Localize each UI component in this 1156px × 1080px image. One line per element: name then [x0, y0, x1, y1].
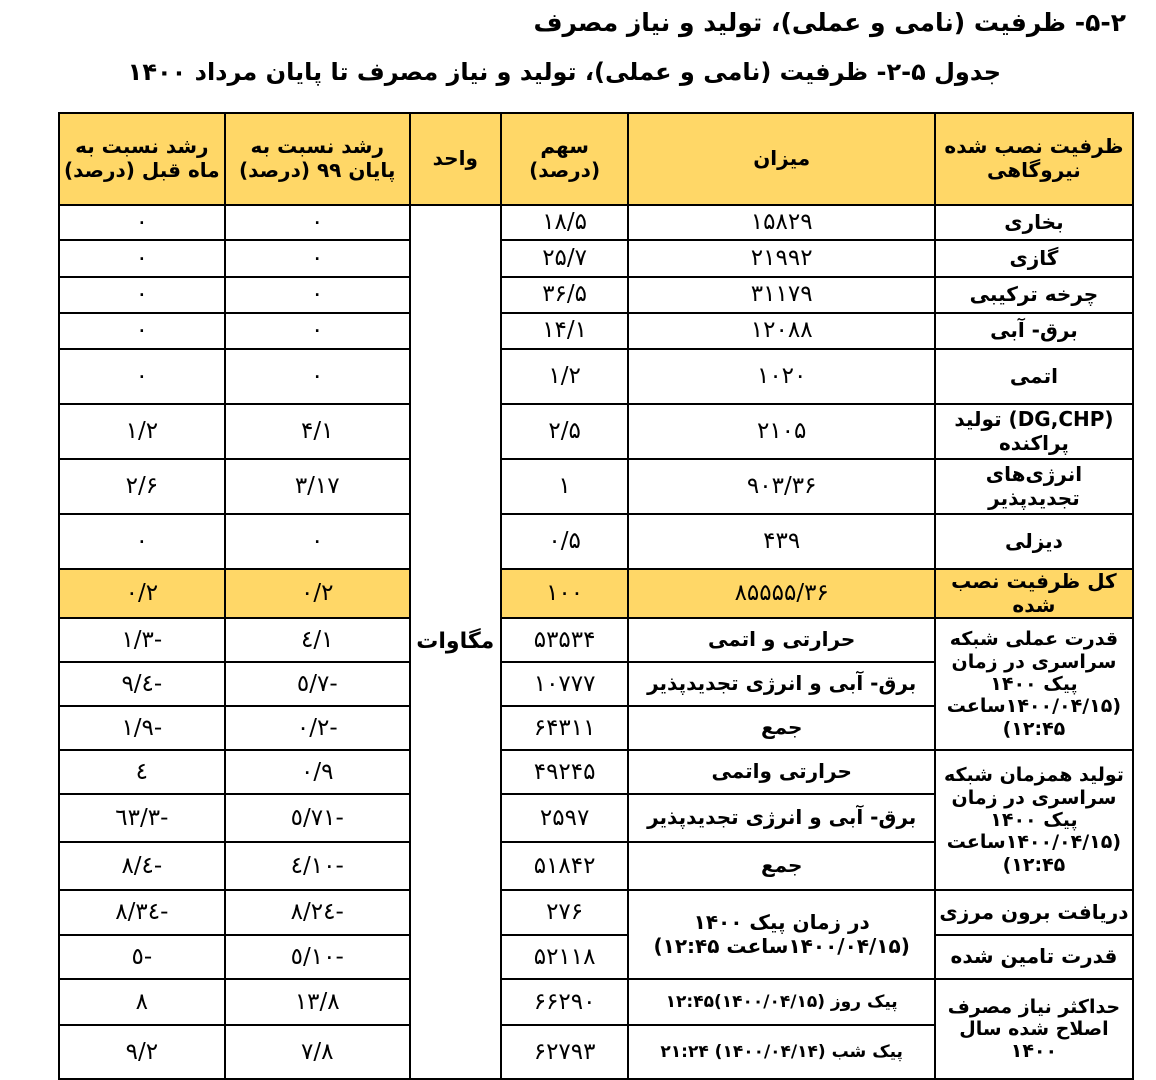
row-share: ۶۶۲۹۰	[501, 979, 629, 1025]
row-share: ۲/۵	[501, 404, 629, 459]
row-growth-end99: ۳/۱۷	[225, 459, 410, 514]
capacity-table	[58, 112, 1134, 1080]
total-growth-end99: ۰/۲	[225, 569, 410, 618]
row-label: برق- آبی و انرژی تجدیدپذیر	[628, 662, 934, 706]
row-share: ۶۴۳۱۱	[501, 706, 629, 750]
group-label-simultaneous-generation: تولید همزمان شبکه سراسری در زمان پیک ۱۴۰۰ (۱۴۰۰/۰۴/۱۵ساعت ۱۲:۴۵)	[935, 750, 1133, 890]
row-growth-prev-month: -٤/۹	[59, 662, 225, 706]
row-share: ۶۲۷۹۳	[501, 1025, 629, 1079]
table-row	[59, 459, 1133, 514]
border-import-label: دریافت برون مرزی	[935, 890, 1133, 935]
header-amount: میزان	[628, 113, 934, 205]
table-row	[59, 514, 1133, 569]
row-growth-prev-month: -٦۳/۳	[59, 794, 225, 842]
table-row	[59, 277, 1133, 313]
header-share: سهم (درصد)	[501, 113, 629, 205]
row-growth-prev-month: ۱/۲	[59, 404, 225, 459]
table-row	[59, 240, 1133, 277]
row-label: حرارتی واتمی	[628, 750, 934, 794]
row-label: پیک روز (۱۴۰۰/۰۴/۱۵)۱۲:۴۵	[628, 979, 934, 1025]
table-row	[59, 313, 1133, 349]
row-share: ۵۳۵۳۴	[501, 618, 629, 662]
table-row	[59, 404, 1133, 459]
row-growth-prev-month: ۰	[59, 240, 225, 277]
row-amount: ۱۲۰۸۸	[628, 313, 934, 349]
unit-cell: مگاوات	[410, 205, 501, 1079]
table-row	[59, 618, 1133, 662]
row-share: ۱	[501, 459, 629, 514]
row-amount: ۲۱۰۵	[628, 404, 934, 459]
row-amount: ۲۱۹۹۲	[628, 240, 934, 277]
row-growth-end99: ۰	[225, 349, 410, 404]
row-growth-end99: -۱۰/٥	[225, 935, 410, 979]
table-row	[59, 205, 1133, 240]
row-share: ۰/۵	[501, 514, 629, 569]
row-growth-end99: ۴/۱	[225, 404, 410, 459]
row-share: ۱۸/۵	[501, 205, 629, 240]
table-row	[59, 349, 1133, 404]
row-growth-prev-month: ٤	[59, 750, 225, 794]
header-unit: واحد	[410, 113, 501, 205]
table-title: جدول ۵-۲- ظرفیت (نامی و عملی)، تولید و نیاز مصرف تا پایان مرداد ۱۴۰۰	[127, 58, 1001, 86]
total-growth-prev-month: ۰/۲	[59, 569, 225, 618]
row-label: جمع	[628, 842, 934, 890]
table-row	[59, 750, 1133, 794]
row-amount: ۱۵۸۲۹	[628, 205, 934, 240]
row-growth-end99: ۰	[225, 277, 410, 313]
row-growth-end99: -۰/۲	[225, 706, 410, 750]
section-title: ۵-۲- ظرفیت (نامی و عملی)، تولید و نیاز مصرف	[533, 8, 1126, 37]
row-growth-end99: ۷/۸	[225, 1025, 410, 1079]
row-growth-prev-month: ۲/۶	[59, 459, 225, 514]
row-label: حرارتی و اتمی	[628, 618, 934, 662]
row-growth-end99: ۰/۹	[225, 750, 410, 794]
header-row	[59, 113, 1133, 205]
row-growth-prev-month: ۰	[59, 313, 225, 349]
row-growth-end99: -۱۰/٤	[225, 842, 410, 890]
header-growth-end99: رشد نسبت به پایان ۹۹ (درصد)	[225, 113, 410, 205]
row-growth-end99: -۷۱/٥	[225, 794, 410, 842]
header-growth-prev-month: رشد نسبت به ماه قبل (درصد)	[59, 113, 225, 205]
total-row	[59, 569, 1133, 618]
row-growth-end99: ۰	[225, 240, 410, 277]
row-growth-end99: ۱/٤	[225, 618, 410, 662]
row-share: ۴۹۲۴۵	[501, 750, 629, 794]
row-growth-prev-month: -٥	[59, 935, 225, 979]
row-label: (DG,CHP) تولید پراکنده	[935, 404, 1133, 459]
row-label: گازی	[935, 240, 1133, 277]
row-share: ۱/۲	[501, 349, 629, 404]
row-label: برق- آبی	[935, 313, 1133, 349]
row-share: ۲۵/۷	[501, 240, 629, 277]
row-amount: ۳۱۱۷۹	[628, 277, 934, 313]
row-amount: ۱۰۲۰	[628, 349, 934, 404]
group-label-operational-capacity: قدرت عملی شبکه سراسری در زمان پیک ۱۴۰۰ (۱۴۰۰/۰۴/۱۵ساعت ۱۲:۴۵)	[935, 618, 1133, 750]
row-growth-end99: ۱۳/۸	[225, 979, 410, 1025]
row-share: ۲۵۹۷	[501, 794, 629, 842]
row-growth-end99: -۷/٥	[225, 662, 410, 706]
row-growth-prev-month: ۰	[59, 514, 225, 569]
row-growth-prev-month: -۱/۹	[59, 706, 225, 750]
row-label: پیک شب (۱۴۰۰/۰۴/۱۴) ۲۱:۲۴	[628, 1025, 934, 1079]
total-label: کل ظرفیت نصب شده	[935, 569, 1133, 618]
row-label: بخاری	[935, 205, 1133, 240]
row-growth-end99: ۰	[225, 313, 410, 349]
total-share: ۱۰۰	[501, 569, 629, 618]
row-growth-prev-month: -۳٤/۸	[59, 890, 225, 935]
row-growth-prev-month: ۸	[59, 979, 225, 1025]
row-label: چرخه ترکیبی	[935, 277, 1133, 313]
max-demand-label: حداکثر نیاز مصرف اصلاح شده سال ۱۴۰۰	[935, 979, 1133, 1079]
row-label: انرژی‌های تجدیدپذیر	[935, 459, 1133, 514]
row-growth-prev-month: ۰	[59, 277, 225, 313]
row-growth-prev-month: -۱/۳	[59, 618, 225, 662]
row-label: اتمی	[935, 349, 1133, 404]
row-growth-end99: -۲٤/۸	[225, 890, 410, 935]
row-share: ۲۷۶	[501, 890, 629, 935]
row-growth-prev-month: ۹/۲	[59, 1025, 225, 1079]
table-row	[59, 890, 1133, 935]
row-growth-prev-month: ۰	[59, 349, 225, 404]
row-growth-end99: ۰	[225, 205, 410, 240]
row-share: ۵۱۸۴۲	[501, 842, 629, 890]
row-amount: ۴۳۹	[628, 514, 934, 569]
row-share: ۵۲۱۱۸	[501, 935, 629, 979]
total-amount: ۸۵۵۵۵/۳۶	[628, 569, 934, 618]
row-share: ۱۰۷۷۷	[501, 662, 629, 706]
header-capacity: ظرفیت نصب شده نیروگاهی	[935, 113, 1133, 205]
row-amount: ۹۰۳/۳۶	[628, 459, 934, 514]
table-row	[59, 979, 1133, 1025]
row-label: دیزلی	[935, 514, 1133, 569]
row-share: ۱۴/۱	[501, 313, 629, 349]
row-growth-prev-month: ۰	[59, 205, 225, 240]
peak-time-note: در زمان پیک ۱۴۰۰ (۱۴۰۰/۰۴/۱۵ساعت ۱۲:۴۵)	[628, 890, 934, 979]
row-label: برق- آبی و انرژی تجدیدپذیر	[628, 794, 934, 842]
row-label: جمع	[628, 706, 934, 750]
supplied-capacity-label: قدرت تامین شده	[935, 935, 1133, 979]
row-growth-prev-month: -٤/۸	[59, 842, 225, 890]
row-growth-end99: ۰	[225, 514, 410, 569]
row-share: ۳۶/۵	[501, 277, 629, 313]
table-row	[59, 935, 1133, 979]
